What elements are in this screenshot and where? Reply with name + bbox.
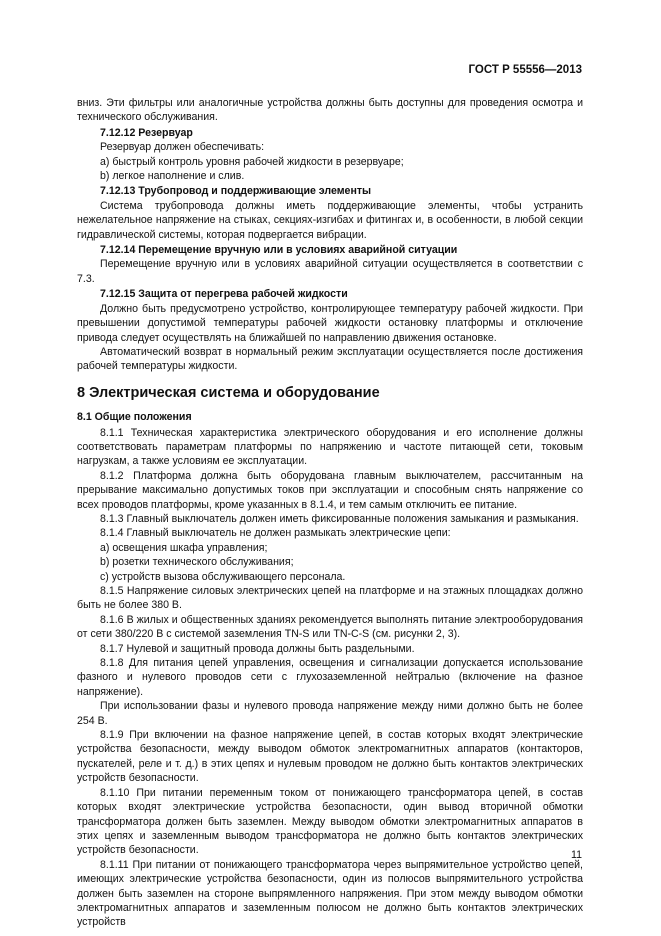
paragraph: Автоматический возврат в нормальный режим эксплуатации осуществляется после достижения рабочей температуры жидкости. <box>77 345 583 373</box>
paragraph: 8.1.2 Платформа должна быть оборудована главным выключателем, рассчитанным на прерывание максимально допустимых токов при эксплуатации и способным снять напряжение со всех проводов платформы, кроме указанных в 8.1.4, и тем самым отключить ее питание. <box>77 469 583 511</box>
subsection-heading: 7.12.12 Резервуар <box>100 126 193 139</box>
paragraph: Система трубопровода должны иметь поддерживающие элементы, чтобы устранить нежелательное напряжение на стыках, секциях-изгибах и фитингах и, в особенности, в любой секции гидравлической системы, которая подвергается вибрации. <box>77 199 583 241</box>
list-item: b) легкое наполнение и слив. <box>100 170 245 183</box>
list-item: а) быстрый контроль уровня рабочей жидкости в резервуаре; <box>100 155 404 168</box>
paragraph: 8.1.7 Нулевой и защитный провода должны быть раздельными. <box>100 642 415 655</box>
clause-heading: 8.1 Общие положения <box>77 411 192 424</box>
list-item: а) освещения шкафа управления; <box>100 541 268 554</box>
paragraph: 8.1.5 Напряжение силовых электрических цепей на платформе и на этажных площадках должно быть не более 380 В. <box>77 585 583 612</box>
page-number: 11 <box>571 849 582 861</box>
paragraph: 8.1.1 Техническая характеристика электрического оборудования и его исполнение должны соответствовать параметрам платформы по напряжению и частоте питающей сети, токовым нагрузкам, а также условиям ее эксплуатации. <box>77 426 583 468</box>
paragraph: Резервуар должен обеспечивать: <box>100 141 265 154</box>
paragraph: 8.1.9 При включении на фазное напряжение цепей, в состав которых входят электрические устройства безопасности, между выводом обмоток электромагнитных аппаратов (контакторов, пускателей, реле и т. д.) в этих цепях и нулевым проводом не должно быть контактов электрических устройств безопасности. <box>77 729 583 785</box>
paragraph: Перемещение вручную или в условиях аварийной ситуации осуществляется в соответствии с 7.3. <box>77 258 583 285</box>
paragraph: Должно быть предусмотрено устройство, контролирующее температуру рабочей жидкости. При превышении допустимой температуры рабочей жидкости остановку платформы и отключение привода следует осуществлять на ближайшей по направлению движения остановке. <box>77 302 583 344</box>
list-item: b) розетки технического обслуживания; <box>100 556 294 569</box>
subsection-heading: 7.12.13 Трубопровод и поддерживающие элементы <box>100 185 372 198</box>
paragraph: При использовании фазы и нулевого провода напряжение между ними должно быть не более 254 В. <box>77 700 583 727</box>
paragraph: 8.1.11 При питании от понижающего трансформатора через выпрямительное устройство цепей, имеющих электрические устройства безопасности, один из полюсов выпрямительного устройства должен быть заземлен на стороне выпрямленного напряжения. При этом между выводом обмотки электромагнитных аппаратов и заземленным полюсом не должно быть контактов электрических устройств <box>77 858 583 929</box>
paragraph: 8.1.10 При питании переменным током от понижающего трансформатора цепей, в состав которых входят электрические устройства безопасности, один вывод вторичной обмотки трансформатора должен быть заземлен. Между выводом обмотки электромагнитных аппаратов в этих цепях и заземленным выводом трансформатора не должно быть контактов электрических устройств безопасности. <box>77 786 583 857</box>
subsection-heading: 7.12.14 Перемещение вручную или в условиях аварийной ситуации <box>100 244 458 257</box>
subsection-heading: 7.12.15 Защита от перегрева рабочей жидкости <box>100 288 348 301</box>
standard-code: ГОСТ Р 55556—2013 <box>468 64 582 76</box>
paragraph: 8.1.6 В жилых и общественных зданиях рекомендуется выполнять питание электрооборудования от сети 380/220 В с системой заземления TN-S или TN-C-S (см. рисунки 2, 3). <box>77 613 583 641</box>
paragraph: 8.1.4 Главный выключатель не должен размыкать электрические цепи: <box>100 527 451 540</box>
paragraph: вниз. Эти фильтры или аналогичные устройства должны быть доступны для проведения осмотра и технического обслуживания. <box>77 97 583 124</box>
page-body <box>77 96 583 930</box>
list-item: c) устройств вызова обслуживающего персонала. <box>100 570 346 583</box>
paragraph: 8.1.8 Для питания цепей управления, освещения и сигнализации допускается использование фазного и нулевого проводов сети с глухозаземленной нейтралью (включение на фазное напряжение). <box>77 657 583 698</box>
section-heading: 8 Электрическая система и оборудование <box>77 384 380 401</box>
paragraph: 8.1.3 Главный выключатель должен иметь фиксированные положения замыкания и размыкания. <box>100 512 579 525</box>
